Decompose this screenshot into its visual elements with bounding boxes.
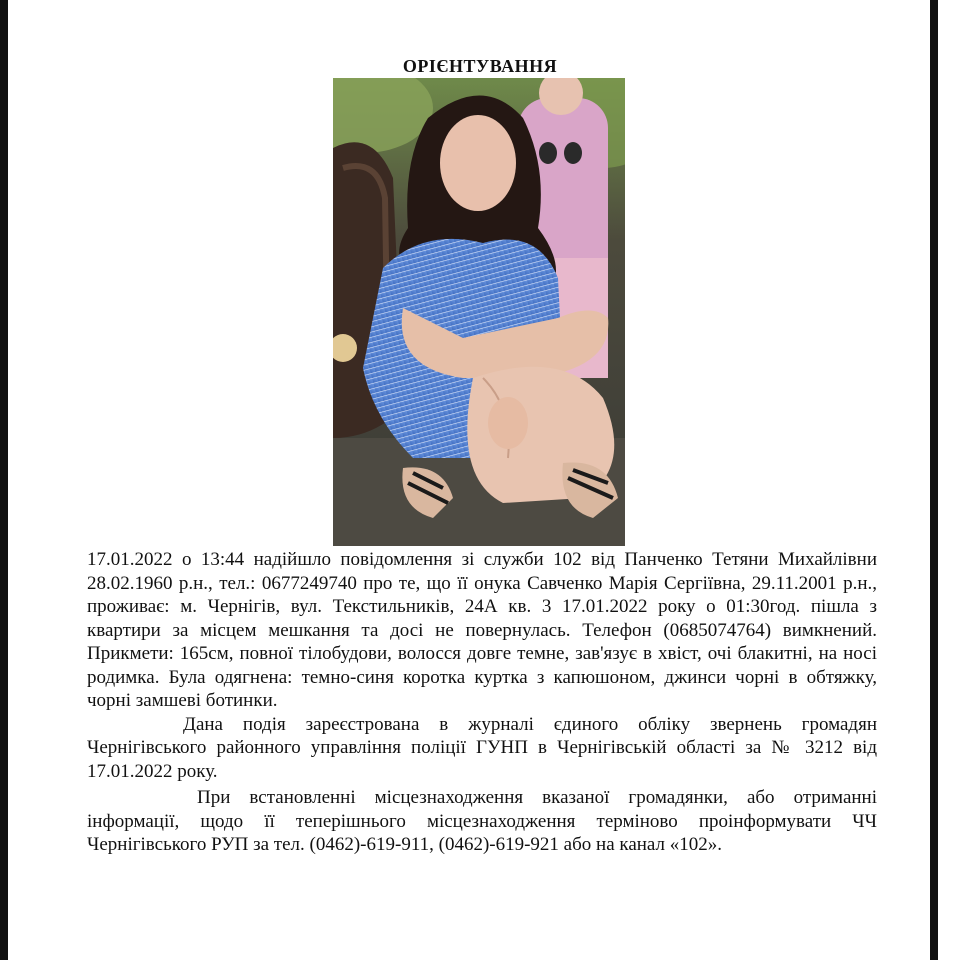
document-body [87, 548, 877, 857]
right-edge-bar [930, 0, 938, 960]
registration-paragraph: Дана подія зареєстрована в журналі єдиного обліку звернень громадян Чернігівського районного управління поліції ГУНП в Чернігівській області за № 3212 від 17.01.2022 року. [87, 713, 877, 782]
incident-paragraph: 17.01.2022 о 13:44 надійшло повідомлення зі служби 102 від Панченко Тетяни Михайлівни 28.02.1960 р.н., тел.: 0677249740 про те, що її онука Савченко Марія Сергіївна, 29.11.2001 р.н., проживає: м. Чернігів, вул. Текстильників, 24А кв. 3 17.01.2022 року о 01:30год. пішла з квартири за місцем мешкання та досі не повернулась. Телефон (0685074764) вимкнений. Прикмети: 165см, повної тілобудови, волосся довге темне, зав'язує в хвіст, очі блакитні, на носі родимка. Була одягнена: темно-синя коротка куртка з капюшоном, джинси чорні в обтяжку, чорні замшеві ботинки. [87, 549, 877, 711]
left-edge-bar [0, 0, 8, 960]
contact-paragraph: При встановленні місцезнаходження вказаної громадянки, або отриманні інформації, щодо її теперішнього місцезнаходження терміново проінформувати ЧЧ Чернігівського РУП за тел. (0462)-619-911, (0462)-619-921 або на канал «102». [87, 787, 877, 855]
document-title: ОРІЄНТУВАННЯ [402, 56, 558, 76]
missing-person-photo [333, 78, 625, 546]
